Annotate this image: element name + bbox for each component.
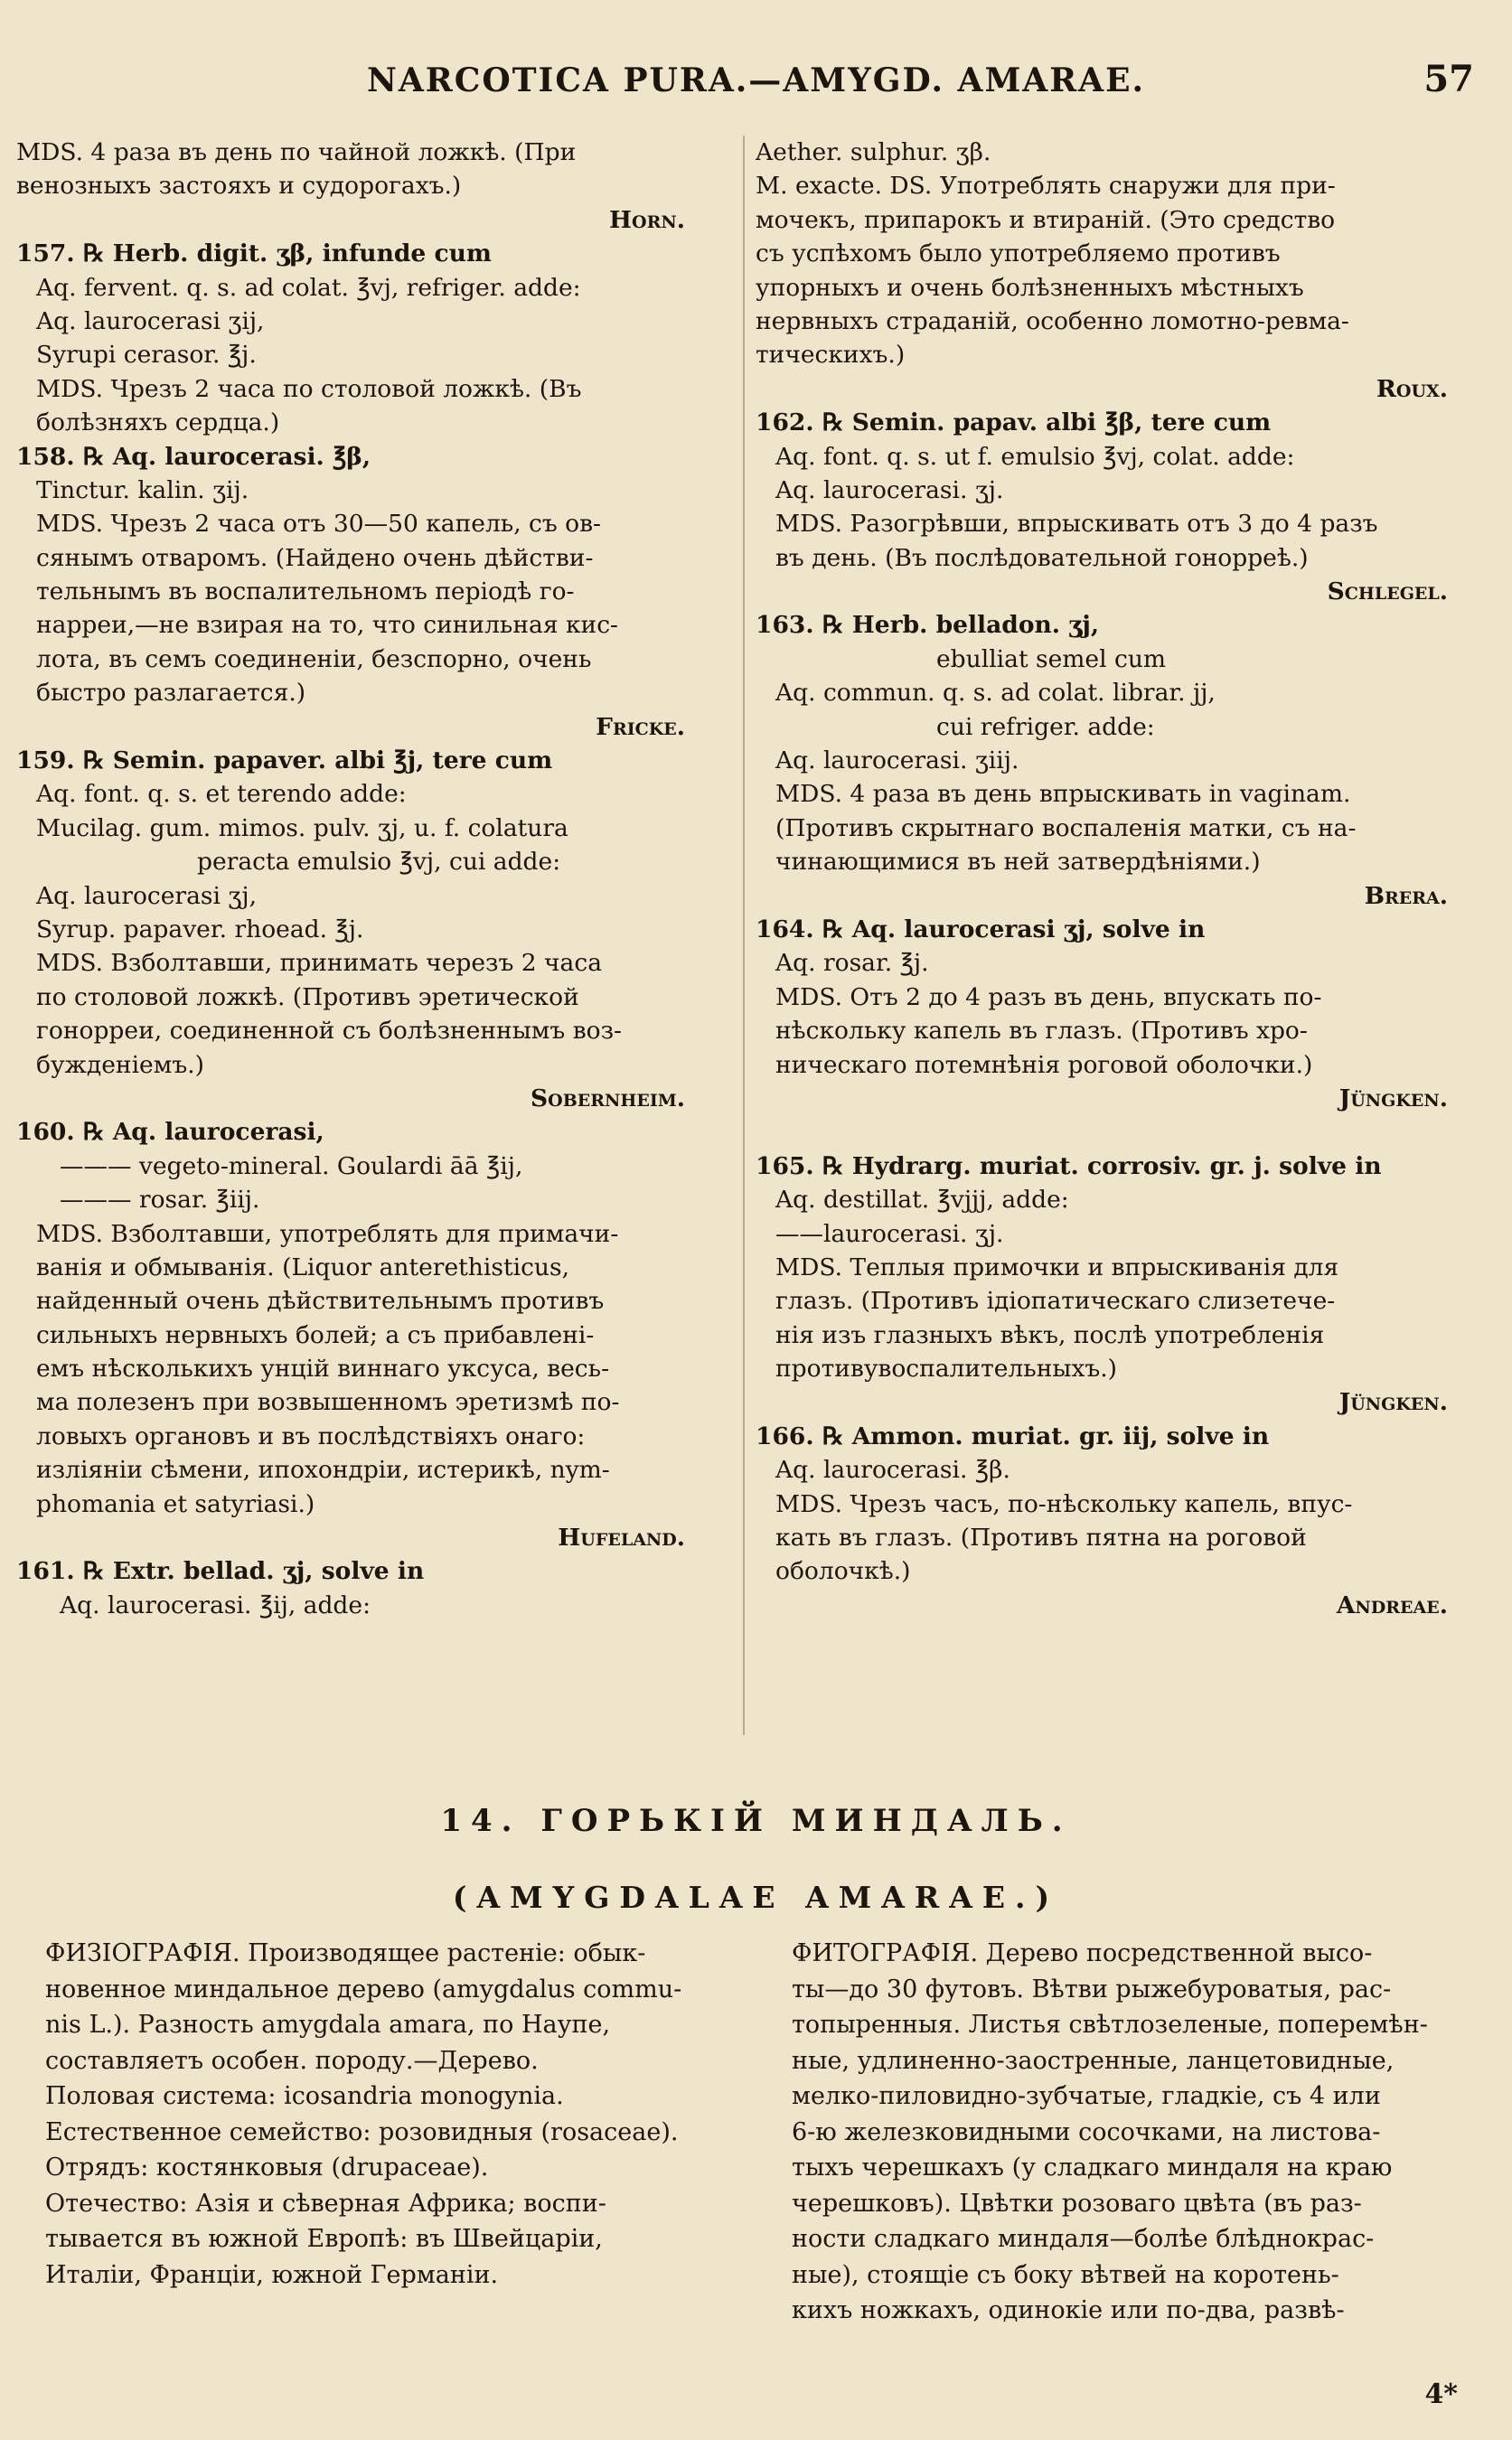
text-line: Hufeland. (558, 1524, 685, 1553)
column-divider (743, 136, 745, 1735)
text-line: ФИЗІОГРАФІЯ. Производящее растеніе: обык- (45, 1939, 646, 1967)
text-line: Fricke. (596, 712, 685, 741)
text-line: Aq. font. q. s. ut f. emulsio ℥vj, colat. adde: (775, 442, 1295, 471)
text-line: Aq. rosar. ℥j. (775, 949, 929, 978)
text-line: бужденіемъ.) (36, 1050, 204, 1079)
text-line: 160. ℞ Aq. laurocerasi, (16, 1118, 324, 1147)
section-title: 14. ГОРЬКІЙ МИНДАЛЬ. (440, 1803, 1072, 1839)
text-line: MDS. Чрезъ 2 часа по столовой ложкѣ. (Въ (36, 374, 582, 403)
text-line: нарреи,—не взирая на то, что синильная кис- (36, 611, 618, 640)
text-line: Естественное семейство: розовидныя (rosaceae). (45, 2117, 679, 2146)
text-line: сильныхъ нервныхъ болей; а съ прибавлені- (36, 1320, 595, 1349)
page-header (0, 54, 1512, 108)
text-line: мелко-пиловидно-зубчатые, гладкіе, съ 4 или (792, 2082, 1381, 2110)
text-line: Syrup. papaver. rhoead. ℥j. (36, 915, 364, 943)
text-line: тельнымъ въ воспалительномъ періодѣ го- (36, 577, 575, 606)
text-line: cui refriger. adde: (936, 712, 1155, 741)
text-line: противувоспалительныхъ.) (775, 1355, 1118, 1384)
text-line: ности сладкаго миндаля—болѣе блѣднокрас- (792, 2225, 1375, 2253)
text-line: 166. ℞ Ammon. muriat. gr. iij, solve in (756, 1422, 1270, 1450)
text-line: 6-ю железковидными сосочками, на листова- (792, 2117, 1381, 2146)
text-line: (Противъ скрытнаго воспаленія матки, съ на- (775, 813, 1357, 842)
text-line: ——laurocerasi. ʒj. (775, 1219, 1004, 1248)
text-line: nis L.). Разность amygdala amara, по Наупе, (45, 2011, 611, 2039)
text-line: Отечество: Азія и сѣверная Африка; воспи- (45, 2189, 606, 2218)
text-line: 165. ℞ Hydrarg. muriat. corrosiv. gr. j. solve in (756, 1151, 1382, 1180)
text-line: найденный очень дѣйствительнымъ противъ (36, 1287, 605, 1316)
text-line: Aq. laurocerasi ʒj, (36, 881, 257, 910)
text-line: 157. ℞ Herb. digit. ʒβ, infunde cum (16, 239, 492, 268)
text-line: Отрядъ: костянковыя (drupaceae). (45, 2154, 489, 2182)
section-subtitle: (AMYGDALAE AMARAE.) (452, 1880, 1060, 1915)
text-line: ные), стоящіе съ боку вѣтвей на коротень- (792, 2260, 1339, 2289)
text-line: Aq. laurocerasi. ʒiij. (775, 746, 1019, 775)
text-line: въ день. (Въ послѣдовательной гонорреѣ.) (775, 543, 1309, 572)
text-line: phomania et satyriasi.) (36, 1489, 315, 1518)
text-line: Sobernheim. (531, 1084, 685, 1112)
text-line: по столовой ложкѣ. (Противъ эретической (36, 982, 579, 1011)
text-line: нервныхъ страданій, особенно ломотно-ревма- (756, 306, 1349, 335)
text-line: упорныхъ и очень болѣзненныхъ мѣстныхъ (756, 273, 1304, 302)
text-line: 159. ℞ Semin. papaver. albi ℥j, tere cum (16, 746, 553, 775)
text-line: новенное миндальное дерево (amygdalus commu- (45, 1975, 682, 2004)
text-line: Mucilag. gum. mimos. pulv. ʒj, u. f. colatura (36, 813, 568, 842)
text-line: чинающимися въ ней затвердѣніями.) (775, 848, 1261, 877)
text-line: ническаго потемнѣнія роговой оболочки.) (775, 1050, 1313, 1079)
text-line: оболочкѣ.) (775, 1557, 911, 1586)
text-line: 164. ℞ Aq. laurocerasi ʒj, solve in (756, 915, 1206, 943)
page-number: 57 (1423, 58, 1474, 100)
text-line: лота, въ семъ соединеніи, безспорно, очень (36, 644, 592, 673)
text-line: тывается въ южной Европѣ: въ Швейцаріи, (45, 2225, 603, 2253)
text-line: тыхъ черешкахъ (у сладкаго миндаля на краю (792, 2154, 1393, 2182)
text-line: Tinctur. kalin. ʒij. (36, 475, 249, 504)
text-line: быстро разлагается.) (36, 679, 306, 708)
text-line: нія изъ глазныхъ вѣкъ, послѣ употребленія (775, 1320, 1325, 1349)
text-line: Aq. laurocerasi ʒij, (36, 306, 265, 335)
text-line: Jüngken. (1338, 1388, 1448, 1417)
text-line: Roux. (1376, 374, 1448, 403)
text-line: Jüngken. (1338, 1084, 1448, 1112)
text-line: Половая система: icosandria monogynia. (45, 2082, 564, 2110)
text-line: ФИТОГРАФІЯ. Дерево посредственной высо- (792, 1939, 1373, 1967)
text-line: 163. ℞ Herb. belladon. ʒj, (756, 611, 1100, 640)
phytography-column (792, 1936, 1488, 2329)
text-line: ——— rosar. ℥iij. (60, 1186, 260, 1215)
signature-mark: 4* (1424, 2379, 1458, 2410)
left-column (16, 136, 721, 1622)
text-line: составляетъ особен. породу.—Дерево. (45, 2046, 539, 2075)
text-line: нѣскольку капель въ глазъ. (Противъ хро- (775, 1017, 1308, 1046)
running-head: NARCOTICA PURA.—AMYGD. AMARAE. (366, 61, 1146, 99)
text-line: MDS. Взболтавши, употреблять для примачи- (36, 1219, 619, 1248)
text-line: ванія и обмыванія. (Liquor anterethisticus, (36, 1253, 570, 1281)
text-line: Syrupi cerasor. ℥j. (36, 341, 257, 370)
text-line: черешковъ). Цвѣтки розоваго цвѣта (въ раз- (792, 2189, 1362, 2218)
text-line: венозныхъ застояхъ и судорогахъ.) (16, 172, 462, 201)
text-line: MDS. Теплыя примочки и впрыскиванія для (775, 1253, 1339, 1281)
text-line: кихъ ножкахъ, одинокіе или по-два, развѣ- (792, 2296, 1345, 2324)
text-line: Schlegel. (1327, 577, 1448, 606)
text-line: Aq. font. q. s. et terendo adde: (36, 780, 407, 809)
text-line: ловыхъ органовъ и въ послѣдствіяхъ онаго: (36, 1422, 586, 1450)
text-line: Италіи, Франціи, южной Германіи. (45, 2260, 499, 2289)
text-line: M. exacte. DS. Употреблять снаружи для при- (756, 172, 1336, 201)
physiography-column (45, 1936, 732, 2293)
text-line: 162. ℞ Semin. papav. albi ℥β, tere cum (756, 408, 1272, 437)
text-line: изліяніи сѣмени, ипохондріи, истерикѣ, nym- (36, 1456, 610, 1485)
text-line: съ успѣхомъ было употребляемо противъ (756, 239, 1281, 268)
text-line: глазъ. (Противъ ідіопатическаго слизетече- (775, 1287, 1336, 1316)
text-line: Aq. destillat. ℥vjjj, adde: (775, 1186, 1069, 1215)
text-line: ebulliat semel cum (936, 644, 1167, 673)
text-line: ——— vegeto-mineral. Goulardi āā ℥ij, (60, 1151, 523, 1180)
text-line: Brera. (1364, 881, 1448, 910)
text-line: кать въ глазъ. (Противъ пятна на роговой (775, 1524, 1307, 1553)
text-line: Aq. commun. q. s. ad colat. librar. jj, (775, 679, 1216, 708)
text-line: Horn. (609, 205, 685, 234)
text-line: сянымъ отваромъ. (Найдено очень дѣйстви- (36, 543, 594, 572)
text-line: 158. ℞ Aq. laurocerasi. ℥β, (16, 442, 371, 471)
text-line: емъ нѣсколькихъ унцій виннаго уксуса, весь- (36, 1355, 610, 1384)
text-line: Aq. laurocerasi. ʒj. (775, 475, 1004, 504)
text-line: Aq. laurocerasi. ℥β. (775, 1456, 1010, 1485)
text-line: ты—до 30 футовъ. Вѣтви рыжебуроватыя, рас- (792, 1975, 1392, 2004)
text-line: ные, удлиненно-заостренные, ланцетовидные, (792, 2046, 1395, 2075)
text-line (756, 1115, 1484, 1149)
text-line: болѣзняхъ сердца.) (36, 408, 280, 437)
text-line: Aether. sulphur. ʒβ. (756, 138, 991, 166)
text-line: MDS. 4 раза въ день по чайной ложкѣ. (При (16, 138, 577, 166)
text-line: MDS. Чрезъ 2 часа отъ 30—50 капель, съ ов- (36, 510, 602, 539)
text-line: MDS. 4 раза въ день впрыскивать in vaginam. (775, 780, 1351, 809)
text-line: ма полезенъ при возвышенномъ эретизмѣ по- (36, 1388, 620, 1417)
text-line: тическихъ.) (756, 341, 906, 370)
text-line: Aq. laurocerasi. ℥ij, adde: (60, 1591, 371, 1619)
text-line: peracta emulsio ℥vj, cui adde: (197, 848, 561, 877)
text-line: MDS. Чрезъ часъ, по-нѣскольку капель, впус- (775, 1489, 1353, 1518)
text-line: Andreae. (1336, 1591, 1448, 1619)
text-line: 161. ℞ Extr. bellad. ʒj, solve in (16, 1557, 425, 1586)
text-line: топыренныя. Листья свѣтлозеленые, поперемѣн- (792, 2011, 1428, 2039)
text-line: MDS. Разогрѣвши, впрыскивать отъ 3 до 4 разъ (775, 510, 1378, 539)
text-line: мочекъ, припарокъ и втираній. (Это средство (756, 205, 1336, 234)
right-column (756, 136, 1484, 1622)
text-line: гонорреи, соединенной съ болѣзненнымъ воз- (36, 1017, 622, 1046)
text-line: Aq. fervent. q. s. ad colat. ℥vj, refriger. adde: (36, 273, 581, 302)
text-line: MDS. Взболтавши, принимать черезъ 2 часа (36, 949, 602, 978)
text-line: MDS. Отъ 2 до 4 разъ въ день, впускать по- (775, 982, 1322, 1011)
